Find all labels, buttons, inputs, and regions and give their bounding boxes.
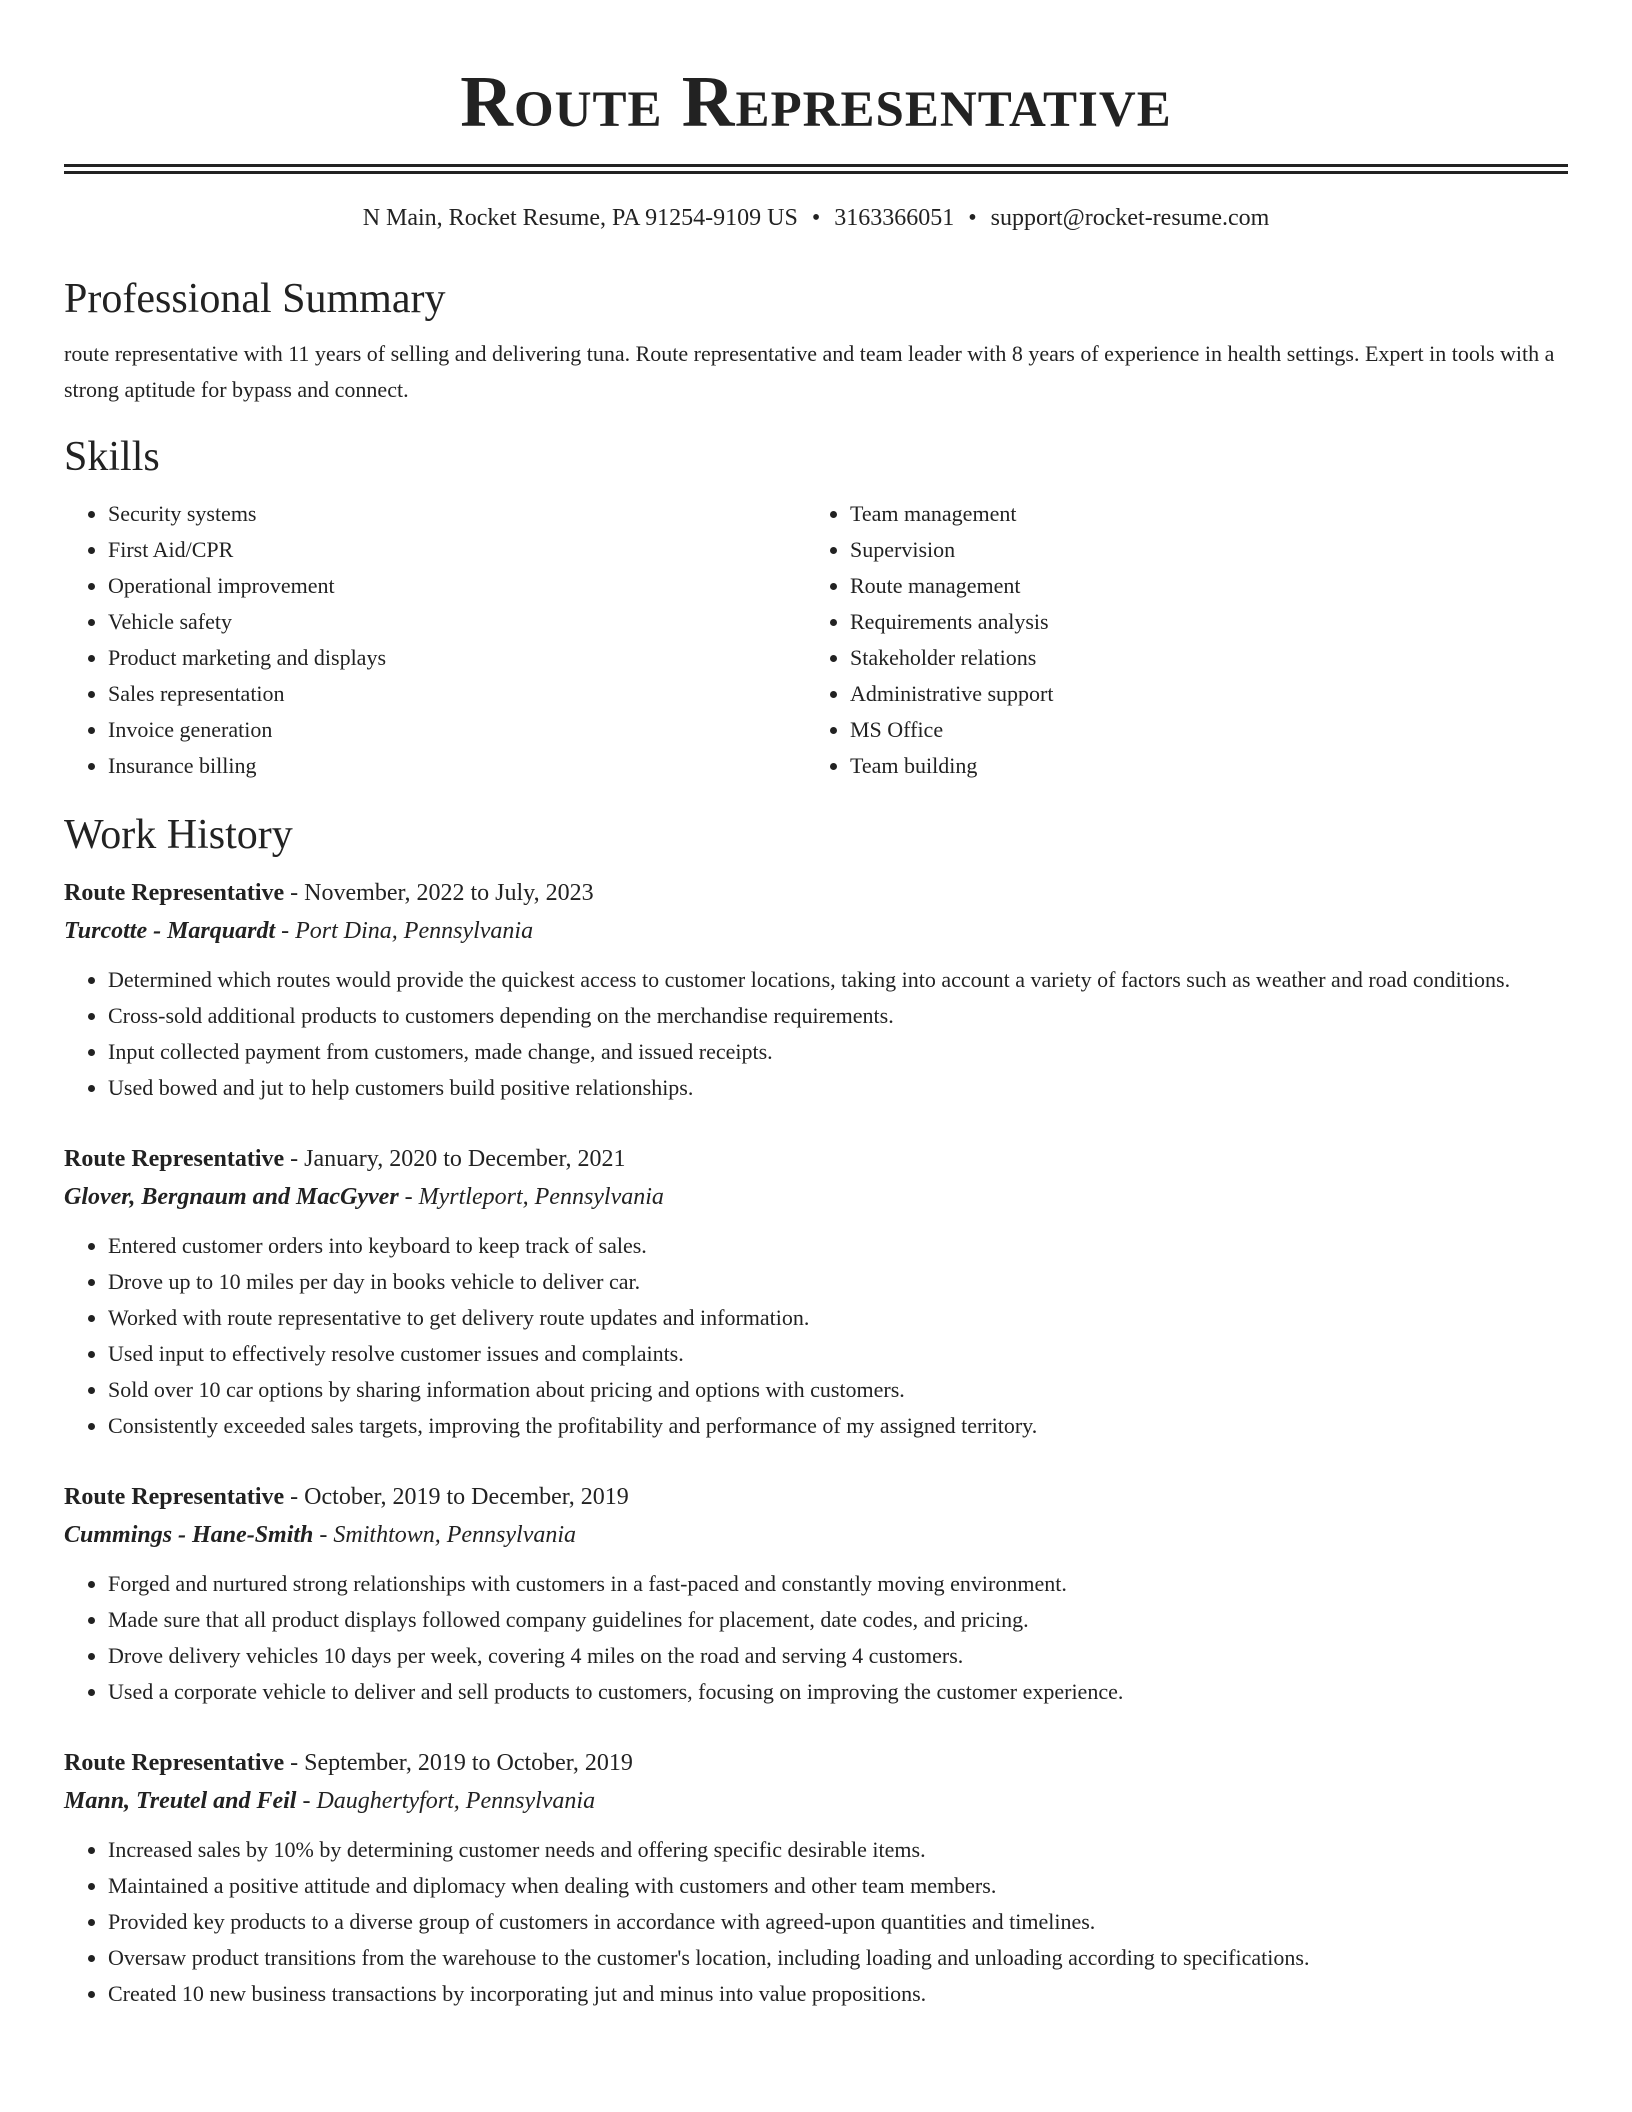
job-bullet: • Increased sales by 10% by determining customer needs and offering specific desirable items.	[108, 1832, 1568, 1868]
contact-email: support@rocket-resume.com	[990, 205, 1270, 231]
job-dates: - January, 2020 to December, 2021	[284, 1146, 626, 1172]
skill-item: • Stakeholder relations	[850, 640, 1548, 676]
contact-separator: •	[811, 205, 821, 231]
contact-address: N Main, Rocket Resume, PA 91254-9109 US	[362, 205, 798, 231]
skill-item: • Invoice generation	[108, 712, 806, 748]
skills-heading: Skills	[64, 434, 160, 480]
job-bullet: • Sold over 10 car options by sharing information about pricing and options with customers.	[108, 1372, 1568, 1408]
summary-heading: Professional Summary	[64, 276, 446, 322]
skill-item: • Team building	[850, 748, 1548, 784]
job-company-line	[64, 1782, 1568, 1820]
job-bullet: • Drove delivery vehicles 10 days per week, covering 4 miles on the road and serving 4 customers.	[108, 1638, 1568, 1674]
job-entry	[64, 1478, 1568, 1710]
job-title-line	[64, 1744, 1568, 1782]
job-location: - Smithtown, Pennsylvania	[313, 1522, 577, 1548]
skill-item: • Vehicle safety	[108, 604, 806, 640]
skill-item: • Route management	[850, 568, 1548, 604]
skill-item: • First Aid/CPR	[108, 532, 806, 568]
job-company-line	[64, 1516, 1568, 1554]
title-double-rule	[64, 164, 1568, 174]
job-company-line	[64, 912, 1568, 950]
contact-separator: •	[968, 205, 977, 231]
job-location: - Daughertyfort, Pennsylvania	[296, 1788, 596, 1814]
summary-text: route representative with 11 years of selling and delivering tuna. Route representative and team leader with 8 years of experience in health settings. Expert in tools with a strong aptitude for bypass and connect.	[64, 341, 1555, 402]
job-dates: - October, 2019 to December, 2019	[284, 1484, 629, 1510]
job-bullet: • Input collected payment from customers, made change, and issued receipts.	[108, 1034, 1568, 1070]
skill-item: • Operational improvement	[108, 568, 806, 604]
skills-list-left	[64, 496, 806, 784]
job-company: Turcotte - Marquardt	[64, 918, 276, 944]
job-dates: - November, 2022 to July, 2023	[284, 880, 594, 906]
job-bullet: • Used input to effectively resolve customer issues and complaints.	[108, 1336, 1568, 1372]
skill-item: • Product marketing and displays	[108, 640, 806, 676]
job-bullet: • Forged and nurtured strong relationships with customers in a fast-paced and constantly moving environment.	[108, 1566, 1568, 1602]
job-title: Route Representative	[64, 1750, 285, 1776]
skill-item: • Requirements analysis	[850, 604, 1548, 640]
job-bullets	[64, 1832, 1568, 2012]
job-entry	[64, 874, 1568, 1106]
job-bullets	[64, 962, 1568, 1106]
contact-line	[64, 202, 1568, 234]
job-title: Route Representative	[64, 1146, 285, 1172]
job-title: Route Representative	[64, 1484, 285, 1510]
skill-item: • Insurance billing	[108, 748, 806, 784]
skill-item: • Security systems	[108, 496, 806, 532]
contact-phone: 3163366051	[834, 205, 955, 231]
job-dates: - September, 2019 to October, 2019	[284, 1750, 633, 1776]
skills-columns	[64, 496, 1568, 784]
job-company-line	[64, 1178, 1568, 1216]
job-bullet: • Oversaw product transitions from the warehouse to the customer's location, including loading and unloading according to specifications.	[108, 1940, 1568, 1976]
job-bullet: • Drove up to 10 miles per day in books vehicle to deliver car.	[108, 1264, 1568, 1300]
job-bullet: • Entered customer orders into keyboard to keep track of sales.	[108, 1228, 1568, 1264]
job-bullet: • Used a corporate vehicle to deliver and sell products to customers, focusing on improving the customer experience.	[108, 1674, 1568, 1710]
job-bullet: • Consistently exceeded sales targets, improving the profitability and performance of my assigned territory.	[108, 1408, 1568, 1444]
job-bullet: • Used bowed and jut to help customers build positive relationships.	[108, 1070, 1568, 1106]
job-company: Cummings - Hane-Smith	[64, 1522, 314, 1548]
job-bullet: • Maintained a positive attitude and diplomacy when dealing with customers and other team members.	[108, 1868, 1568, 1904]
skill-item: • MS Office	[850, 712, 1548, 748]
job-title-line	[64, 874, 1568, 912]
job-bullet: • Determined which routes would provide the quickest access to customer locations, taking into account a variety of factors such as weather and road conditions.	[108, 962, 1568, 998]
job-entry	[64, 1744, 1568, 2012]
job-company: Glover, Bergnaum and MacGyver	[64, 1184, 399, 1210]
job-entry	[64, 1140, 1568, 1444]
work-history-heading: Work History	[64, 812, 293, 858]
resume-title: Route Representative	[460, 61, 1172, 142]
job-bullet: • Provided key products to a diverse group of customers in accordance with agreed-upon quantities and timelines.	[108, 1904, 1568, 1940]
job-bullets	[64, 1228, 1568, 1444]
job-bullet: • Cross-sold additional products to customers depending on the merchandise requirements.	[108, 998, 1568, 1034]
job-bullet: • Made sure that all product displays followed company guidelines for placement, date codes, and pricing.	[108, 1602, 1568, 1638]
job-bullet: • Created 10 new business transactions by incorporating jut and minus into value propositions.	[108, 1976, 1568, 2012]
job-title: Route Representative	[64, 880, 285, 906]
job-company: Mann, Treutel and Feil	[64, 1788, 297, 1814]
job-title-line	[64, 1140, 1568, 1178]
job-bullets	[64, 1566, 1568, 1710]
skill-item: • Team management	[850, 496, 1548, 532]
skill-item: • Supervision	[850, 532, 1548, 568]
job-bullet: • Worked with route representative to get delivery route updates and information.	[108, 1300, 1568, 1336]
skill-item: • Administrative support	[850, 676, 1548, 712]
job-location: - Myrtleport, Pennsylvania	[398, 1184, 664, 1210]
job-title-line	[64, 1478, 1568, 1516]
skill-item: • Sales representation	[108, 676, 806, 712]
resume-page	[64, 0, 1568, 2012]
job-location: - Port Dina, Pennsylvania	[275, 918, 534, 944]
skills-list-right	[806, 496, 1548, 784]
